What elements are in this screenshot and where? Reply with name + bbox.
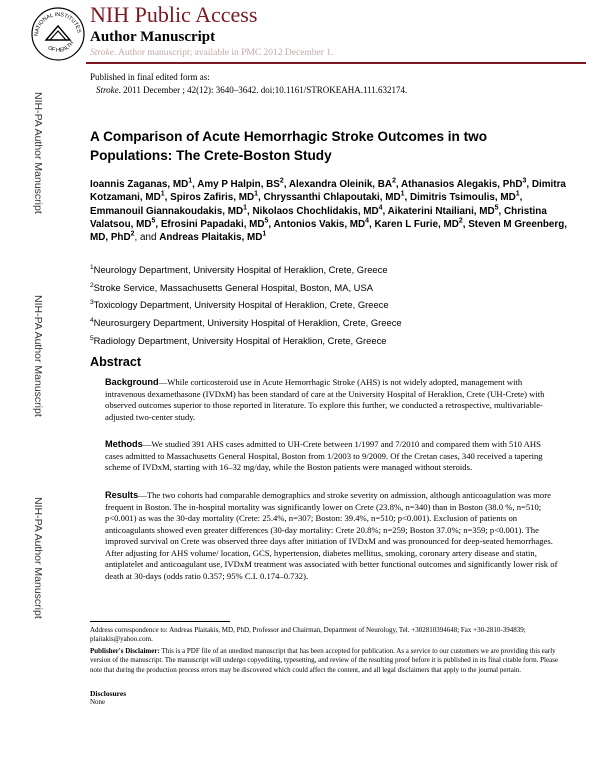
disclaimer-text: This is a PDF file of an unedited manuscript that has been accepted for publication. As a service to our customers we are providing this early version of the manuscript. The manuscript will undergo copyediting, typesetting, and review of the resulting proof before it is published in its final citable form. Please note that during the production process errors may be discovered which could affect the content, and all legal disclaimers that apply to the journal pertain.	[90, 647, 559, 674]
header-subtitle: Author Manuscript	[90, 29, 216, 45]
logo-text-top: NATIONAL INSTITUTES	[33, 11, 82, 37]
side-label-text: NIH-PA Author Manuscript	[32, 92, 44, 214]
author-name: Steven M Greenberg, MD, PhD	[90, 219, 567, 244]
header-title: NIH Public Access	[90, 2, 258, 27]
abstract-background-label: Background	[105, 377, 159, 387]
author-affiliation-marker: 1	[243, 204, 247, 212]
disclosures-text: None	[90, 698, 106, 706]
affiliation-marker: 2	[90, 281, 94, 289]
published-journal: Stroke	[96, 85, 119, 95]
author-affiliation-marker: 1	[400, 191, 405, 199]
author-affiliation-marker: 1	[262, 231, 267, 239]
author-separator: ,	[268, 219, 274, 231]
header-citation	[90, 49, 333, 59]
author-name: Amy P Halpin, BS	[197, 179, 280, 190]
author-name: Nikolaos Chochlidakis, MD	[252, 205, 379, 217]
author-separator: ,	[155, 219, 161, 231]
author-name: Chryssanthi Chlapoutaki, MD	[263, 192, 401, 204]
author-affiliation-marker: 2	[279, 177, 284, 185]
abstract-results-text: —The two cohorts had comparable demographics and stroke severity on admission, although anticoagulation was more frequent in Boston. The in-hospital mortality was significantly lower on Crete (23.8%, n=340) than in Boston (38.0 %, n=510; p<0.001) as was the 30-day mortality (Crete: 25.4%, n=307; Boston: 39.4%, n=510; p<0.001). Exclusion of patients on anticoagulants showed even greater differences (30-day mortality: Crete 20.8%; n=259; Boston 37.0%; n=359; p<0.001). The improved survival on Crete was observed three days after initiation of IVDxM and was pronounced for deep-seated hemorrhages. After adjusting for AHS volume/ location, GCS, hypertension, diabetes mellitus, smoking, coronary artery disease and statin, antiplatelet and anticoagulant use, IVDxM treatment was associated with better functional outcomes and significantly lower risk of death at 30-days (odds ratio 0.357; 95% C.I. 0.174–0.732).	[105, 490, 558, 581]
author-separator: ,	[382, 205, 388, 217]
header-rule	[86, 62, 586, 64]
author-affiliation-marker: 5	[151, 217, 156, 225]
published-citation	[96, 85, 407, 97]
logo-text-bottom: OF HEALTH	[46, 40, 76, 54]
author-separator: ,	[246, 205, 253, 217]
published-label: Published in final edited form as:	[90, 72, 210, 82]
author-name: Karen L Furie, MD	[374, 219, 459, 231]
author-name: Emmanouil Giannakoudakis, MD	[90, 205, 244, 217]
author-affiliation-marker: 2	[392, 177, 396, 185]
svg-text:OF HEALTH	[47, 40, 76, 54]
author-affiliation-marker: 2	[458, 217, 463, 225]
affiliation-2	[90, 282, 373, 293]
author-affiliation-marker: 1	[515, 191, 520, 199]
author-affiliation-marker: 5	[494, 204, 499, 212]
affiliation-text: Neurosurgery Department, University Hospital of Heraklion, Crete, Greece	[93, 317, 402, 328]
author-affiliation-marker: 1	[254, 191, 258, 199]
affiliation-marker: 4	[90, 316, 94, 324]
correspondence-footnote: Address correspondence to: Andreas Plaitakis, MD, PhD, Professor and Chairman, Department of Neurology, Tel. +302810394648; Fax +30-2810-394839; plaitakis@yahoo.com.	[90, 626, 526, 644]
svg-text:NATIONAL INSTITUTES	[34, 12, 82, 36]
abstract-results-label: Results	[105, 490, 139, 500]
abstract-methods	[105, 438, 561, 474]
author-name: Ioannis Zaganas, MD	[90, 179, 189, 190]
author-name: Aikaterini Ntailiani, MD	[387, 205, 495, 217]
disclosures-heading: Disclosures	[90, 689, 127, 698]
abstract-heading: Abstract	[90, 355, 142, 369]
author-name: Efrosini Papadaki, MD	[160, 219, 265, 231]
header-citation-rest: . Author manuscript; available in PMC 2012 December 1.	[113, 48, 334, 58]
side-label-text: NIH-PA Author Manuscript	[32, 497, 44, 619]
abstract-methods-label: Methods	[105, 439, 143, 449]
author-separator: , and	[134, 232, 160, 244]
author-affiliation-marker: 2	[130, 231, 135, 239]
abstract-methods-text: —We studied 391 AHS cases admitted to UH-Crete between 1/1997 and 7/2010 and compared them with 510 AHS cases admitted to Massachusetts General Hospital, Boston from 1/2003 to 9/2009. Of the Cretan cases, 340 received a tapering scheme of IVDxM, starting with 16–32 mg/day, while the Boston patients were managed without steroids.	[105, 439, 543, 472]
author-name: Spiros Zafiris, MD	[170, 192, 255, 204]
affiliation-marker: 5	[90, 334, 94, 342]
author-name: Athanasios Alegakis, PhD	[401, 179, 523, 190]
abstract-results	[105, 489, 561, 582]
author-list	[90, 178, 568, 245]
author-affiliation-marker: 5	[264, 217, 269, 225]
author-separator: ,	[526, 179, 532, 190]
nih-logo	[30, 6, 86, 62]
affiliation-text: Stroke Service, Massachusetts General Hospital, Boston, MA, USA	[93, 282, 373, 293]
author-affiliation-marker: 4	[365, 217, 370, 225]
author-separator: ,	[369, 219, 375, 231]
author-affiliation-marker: 3	[522, 177, 527, 185]
author-name: Andreas Plaitakis, MD	[159, 232, 263, 244]
author-name: Dimitra Kotzamani, MD	[90, 179, 566, 204]
published-details: . 2011 December ; 42(12): 3640–3642. doi:10.1161/STROKEAHA.111.632174.	[118, 85, 408, 95]
footnote-rule	[90, 621, 230, 622]
affiliation-text: Neurology Department, University Hospital of Heraklion, Crete, Greece	[93, 264, 388, 275]
affiliation-3	[90, 299, 389, 310]
author-separator: ,	[519, 192, 523, 204]
author-name: Dimitris Tsimoulis, MD	[409, 192, 516, 204]
author-name: Christina Valatsou, MD	[90, 205, 547, 231]
affiliation-marker: 3	[90, 298, 94, 306]
author-affiliation-marker: 1	[160, 191, 165, 199]
affiliation-text: Radiology Department, University Hospital of Heraklion, Crete, Greece	[93, 335, 387, 346]
affiliation-5	[90, 335, 387, 346]
author-separator: ,	[462, 219, 469, 231]
author-affiliation-marker: 1	[188, 177, 193, 185]
publisher-disclaimer	[90, 647, 560, 675]
side-label-text: NIH-PA Author Manuscript	[32, 295, 44, 417]
affiliation-marker: 1	[90, 263, 94, 271]
affiliation-1	[90, 264, 388, 275]
abstract-background	[105, 376, 561, 423]
author-separator: ,	[192, 179, 198, 190]
author-name: Antonios Vakis, MD	[273, 219, 366, 231]
abstract-background-text: —While corticosteroid use in Acute Hemorrhagic Stroke (AHS) is not widely adopted, management with intravenous dexamethasone (IVDxM) has been standard of care at the University Hospital of Heraklion, Crete (UH-Crete) with observed outcomes superior to those reported in literature. To explore this further, we conducted a retrospective, multivariable-adjusted two-center study.	[105, 377, 545, 422]
affiliation-4	[90, 317, 402, 328]
author-separator: ,	[498, 205, 505, 217]
author-affiliation-marker: 4	[378, 204, 383, 212]
affiliation-text: Toxicology Department, University Hospital of Heraklion, Crete, Greece	[93, 299, 389, 310]
author-separator: ,	[395, 179, 402, 190]
article-title: A Comparison of Acute Hemorrhagic Stroke Outcomes in two Populations: The Crete-Boston Study	[90, 129, 488, 164]
header-citation-journal: Stroke	[90, 48, 114, 58]
author-separator: ,	[404, 192, 410, 204]
author-separator: ,	[257, 192, 264, 204]
disclaimer-label: Publisher's Disclaimer:	[90, 647, 160, 655]
author-separator: ,	[283, 179, 289, 190]
author-name: Alexandra Oleinik, BA	[288, 179, 393, 190]
author-separator: ,	[164, 192, 171, 204]
